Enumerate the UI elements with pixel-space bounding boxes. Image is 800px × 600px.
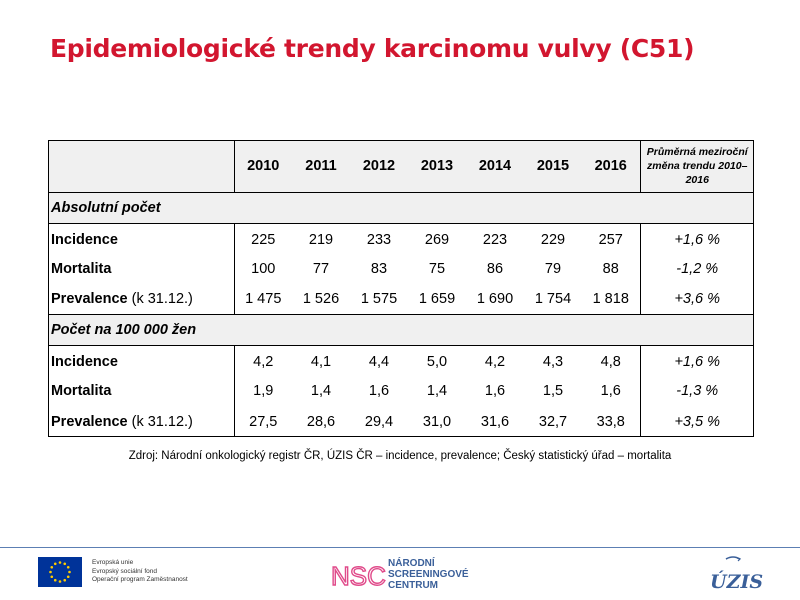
eu-star (59, 580, 62, 583)
value-cell: 86 (486, 260, 504, 277)
trend-header: Průměrná meziroční změna trendu 2010–2016 (640, 140, 754, 192)
year-header: 2011 (292, 140, 350, 192)
value-cell: 1,9 (253, 383, 274, 400)
value-cell: 4,1 (310, 354, 332, 370)
nsc-line-2: SCREENINGOVÉ (388, 569, 469, 580)
row-label-main: Mortalita (51, 260, 112, 277)
value-cell: 1,6 (600, 383, 621, 400)
value-cell: 4,2 (253, 354, 274, 370)
eu-logo (38, 557, 188, 587)
nsc-line-1: NÁRODNÍ (388, 558, 435, 569)
value-cell: 77 (312, 260, 330, 277)
eu-star (54, 579, 57, 582)
eu-line-2: Evropský sociální fond (92, 567, 158, 575)
footer-divider (0, 547, 800, 548)
value-cell: 1 659 (418, 291, 456, 307)
value-cell: 1 475 (245, 291, 282, 307)
value-cell: 75 (428, 260, 446, 277)
eu-star (49, 571, 52, 574)
eu-flag-icon (38, 557, 82, 587)
svg-text:ÚZIS: ÚZIS (710, 571, 764, 593)
section-title: Počet na 100 000 žen (48, 315, 754, 346)
value-cell: 33,8 (596, 413, 625, 430)
year-header: 2014 (466, 140, 524, 192)
year-header: 2013 (408, 140, 466, 192)
value-cell: 1,6 (484, 383, 506, 400)
row-label (48, 223, 234, 254)
header-row (48, 140, 754, 192)
eu-line-1: Evropská unie (92, 559, 134, 567)
value-cell: 31,0 (422, 413, 452, 430)
value-cell: 219 (308, 231, 334, 248)
section-title: Absolutní počet (48, 192, 754, 223)
eu-star (68, 571, 71, 574)
value-cell: 1 526 (302, 291, 340, 307)
value-cell: 27,5 (249, 413, 278, 430)
row-label (48, 376, 234, 407)
value-cell: 1 575 (360, 291, 398, 307)
row-label-main: Incidence (51, 231, 118, 248)
row-label-main: Incidence (51, 354, 118, 370)
value-cell: 5,0 (426, 354, 448, 370)
eu-star (50, 566, 53, 569)
row-label-note: (k 31.12.) (127, 413, 193, 430)
value-cell: 233 (366, 231, 392, 248)
eu-star (50, 575, 53, 578)
value-cell: 29,4 (364, 413, 394, 430)
value-cell: 1,6 (368, 383, 390, 400)
trend-cell: +1,6 % (640, 346, 754, 377)
row-label (48, 284, 234, 315)
value-cell: 269 (424, 231, 450, 248)
row-label-note: (k 31.12.) (127, 291, 193, 307)
epidemiology-table (48, 140, 754, 437)
slide-title: Epidemiologické trendy karcinomu vulvy (C51) (50, 34, 695, 63)
eu-line-3: Operační program Zaměstnanost (92, 576, 188, 584)
table-row (48, 284, 754, 315)
value-cell: 4,4 (368, 354, 390, 370)
source-note: Zdroj: Národní onkologický registr ČR, ÚZIS ČR – incidence, prevalence; Český statistický úřad – mortalita (128, 450, 672, 462)
row-label (48, 346, 234, 377)
nsc-line-3: CENTRUM (388, 580, 438, 591)
uzis-logo-icon (706, 556, 762, 592)
value-cell: 31,6 (480, 413, 510, 430)
trend-cell: -1,3 % (640, 376, 754, 407)
row-label (48, 254, 234, 285)
value-cell: 223 (482, 231, 508, 248)
value-cell: 100 (251, 260, 276, 277)
value-cell: 1 690 (476, 291, 514, 307)
eu-star (67, 575, 70, 578)
trend-cell: +1,6 % (640, 223, 754, 254)
value-cell: 83 (370, 260, 388, 277)
table-row (48, 346, 754, 377)
eu-star (63, 579, 66, 582)
value-cell: 1 754 (534, 291, 572, 307)
year-header: 2015 (524, 140, 582, 192)
year-header: 2010 (234, 140, 292, 192)
eu-star (59, 561, 62, 564)
trend-cell: +3,5 % (640, 407, 754, 438)
year-header: 2016 (582, 140, 640, 192)
value-cell: 1,4 (310, 383, 332, 400)
value-cell: 4,2 (484, 354, 506, 370)
value-cell: 32,7 (538, 413, 568, 430)
table-row (48, 376, 754, 407)
trend-cell: -1,2 % (640, 254, 754, 285)
value-cell: 79 (544, 260, 562, 277)
header-blank-cell (48, 140, 234, 192)
value-cell: 229 (540, 231, 566, 248)
year-header: 2012 (350, 140, 408, 192)
eu-star (63, 562, 66, 565)
table-row (48, 223, 754, 254)
svg-text:NSC: NSC (331, 560, 386, 591)
nsc-logo (330, 558, 469, 591)
value-cell: 1,4 (426, 383, 448, 400)
trend-cell: +3,6 % (640, 284, 754, 315)
table-row (48, 254, 754, 285)
row-label (48, 407, 234, 438)
value-cell: 257 (598, 231, 623, 248)
value-cell: 225 (251, 231, 276, 248)
section-row (48, 315, 754, 346)
table-row (48, 407, 754, 438)
row-label-main: Prevalence (51, 291, 128, 307)
value-cell: 4,8 (600, 354, 621, 370)
value-cell: 1 818 (592, 291, 629, 307)
eu-star (67, 566, 70, 569)
value-cell: 4,3 (542, 354, 564, 370)
value-cell: 28,6 (306, 413, 336, 430)
row-label-main: Mortalita (51, 383, 112, 400)
section-row (48, 192, 754, 223)
nsc-logo-icon (330, 560, 386, 591)
eu-star (54, 562, 57, 565)
value-cell: 1,5 (542, 383, 564, 400)
value-cell: 88 (602, 260, 619, 277)
row-label-main: Prevalence (51, 413, 128, 430)
